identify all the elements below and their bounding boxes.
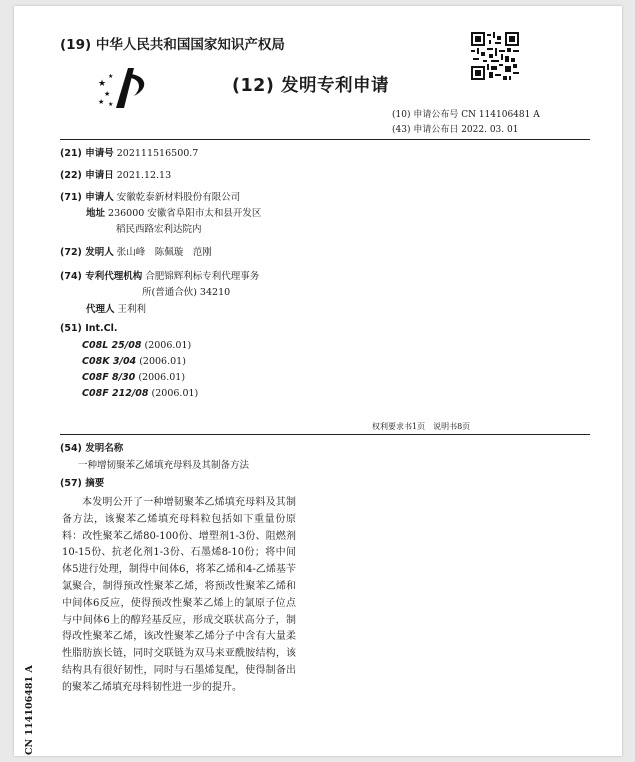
agency-row [60, 268, 259, 282]
title-label [60, 440, 123, 454]
title-label-text: (54) 发明名称 [60, 443, 124, 454]
applicant-name: 安徽乾泰新材料股份有限公司 [116, 192, 241, 203]
body-divider [60, 434, 590, 435]
document-type: (12) 发明专利申请 [232, 76, 389, 96]
ipc-version: (2006.01) [139, 356, 186, 367]
ipc-version: (2006.01) [151, 388, 199, 399]
side-publication-code: CN 114106481 A [24, 665, 35, 755]
qr-code-icon [471, 32, 519, 84]
publication-number: (10) 申请公布号 CN 114106481 A [392, 110, 540, 120]
agent-row [86, 301, 146, 315]
svg-text:★: ★ [108, 73, 114, 80]
ipc-entry [82, 356, 186, 367]
ipc-version: (2006.01) [138, 372, 186, 383]
agency-label: (74) 专利代理机构 [60, 271, 143, 282]
abstract-label [60, 475, 104, 489]
office-name: (19) 中华人民共和国国家知识产权局 [60, 37, 285, 53]
svg-text:★: ★ [98, 79, 107, 89]
ipc-code: C08F 8/30 [82, 372, 136, 383]
address-row [86, 205, 261, 219]
agency-line-2: 所(普通合伙) 34210 [142, 287, 231, 298]
application-number-row [60, 145, 198, 159]
abstract-text: 本发明公开了一种增韧聚苯乙烯填充母料及其制备方法，该聚苯乙烯填充母料粒包括如下重量份原料：改性聚苯乙烯80-100份、增塑剂1-3份、阻燃剂10-15份、抗老化剂1-3份、石墨烯8-10份；将中间体5进行处理，制得中间体6，将苯乙烯和4-乙烯基苄氯聚合，制得预改性聚苯乙烯，将预改性聚苯乙烯和中间体6反应，使得预改性聚苯乙烯上的氯原子位点与中间体6上的醇羟基反应，形成交联状高分子，制得改性聚苯乙烯，该改性聚苯乙烯分子中含有大量柔性脂肪族长链，同时交联链为双马来亚酰胺结构，该结构具有很好韧性，同时与石墨烯复配，使得制备出的聚苯乙烯填充母料韧性进一步的提升。 [62, 497, 296, 693]
abstract-body [62, 495, 296, 697]
page-count-info: 权利要求书1页 说明书8页 [372, 422, 471, 431]
patent-page [14, 6, 622, 756]
ipc-entry [82, 372, 185, 383]
address-line-2: 稻民西路宏利达院内 [116, 224, 202, 235]
inventors-label: (72) 发明人 [60, 247, 114, 258]
inventors: 张山峰 陈佩璇 范刚 [116, 247, 212, 258]
address-label: 地址 [86, 208, 106, 219]
svg-text:★: ★ [98, 98, 105, 106]
ipc-entry [82, 340, 191, 351]
publication-date: (43) 申请公布日 2022. 03. 01 [392, 125, 519, 135]
cnipa-logo [94, 64, 158, 116]
ipc-label [60, 323, 118, 334]
address-line-1: 236000 安徽省阜阳市太和县开发区 [108, 208, 262, 219]
inventors-row [60, 244, 212, 258]
ipc-code: C08L 25/08 [82, 340, 142, 351]
svg-text:★: ★ [108, 101, 114, 108]
application-date-row [60, 167, 171, 181]
applicant-row [60, 189, 240, 203]
application-number-label: (21) 申请号 [60, 148, 114, 159]
applicant-label: (71) 申请人 [60, 192, 114, 203]
application-date: 2021.12.13 [116, 170, 172, 181]
abstract-label-text: (57) 摘要 [60, 478, 105, 489]
agent-label: 代理人 [86, 304, 115, 315]
invention-title: 一种增韧聚苯乙烯填充母料及其制备方法 [78, 460, 250, 471]
ipc-code: C08F 212/08 [82, 388, 149, 399]
application-number: 202111516500.7 [116, 148, 199, 159]
header-divider [60, 139, 590, 140]
ipc-version: (2006.01) [144, 340, 192, 351]
ipc-entry [82, 388, 198, 399]
agency-line-1: 合肥锦辉利标专利代理事务 [145, 271, 260, 282]
ipc-label-text: (51) Int.Cl. [60, 323, 118, 334]
agent-name: 王利利 [117, 304, 147, 315]
svg-text:★: ★ [104, 90, 111, 98]
ipc-code: C08K 3/04 [82, 356, 137, 367]
application-date-label: (22) 申请日 [60, 170, 114, 181]
